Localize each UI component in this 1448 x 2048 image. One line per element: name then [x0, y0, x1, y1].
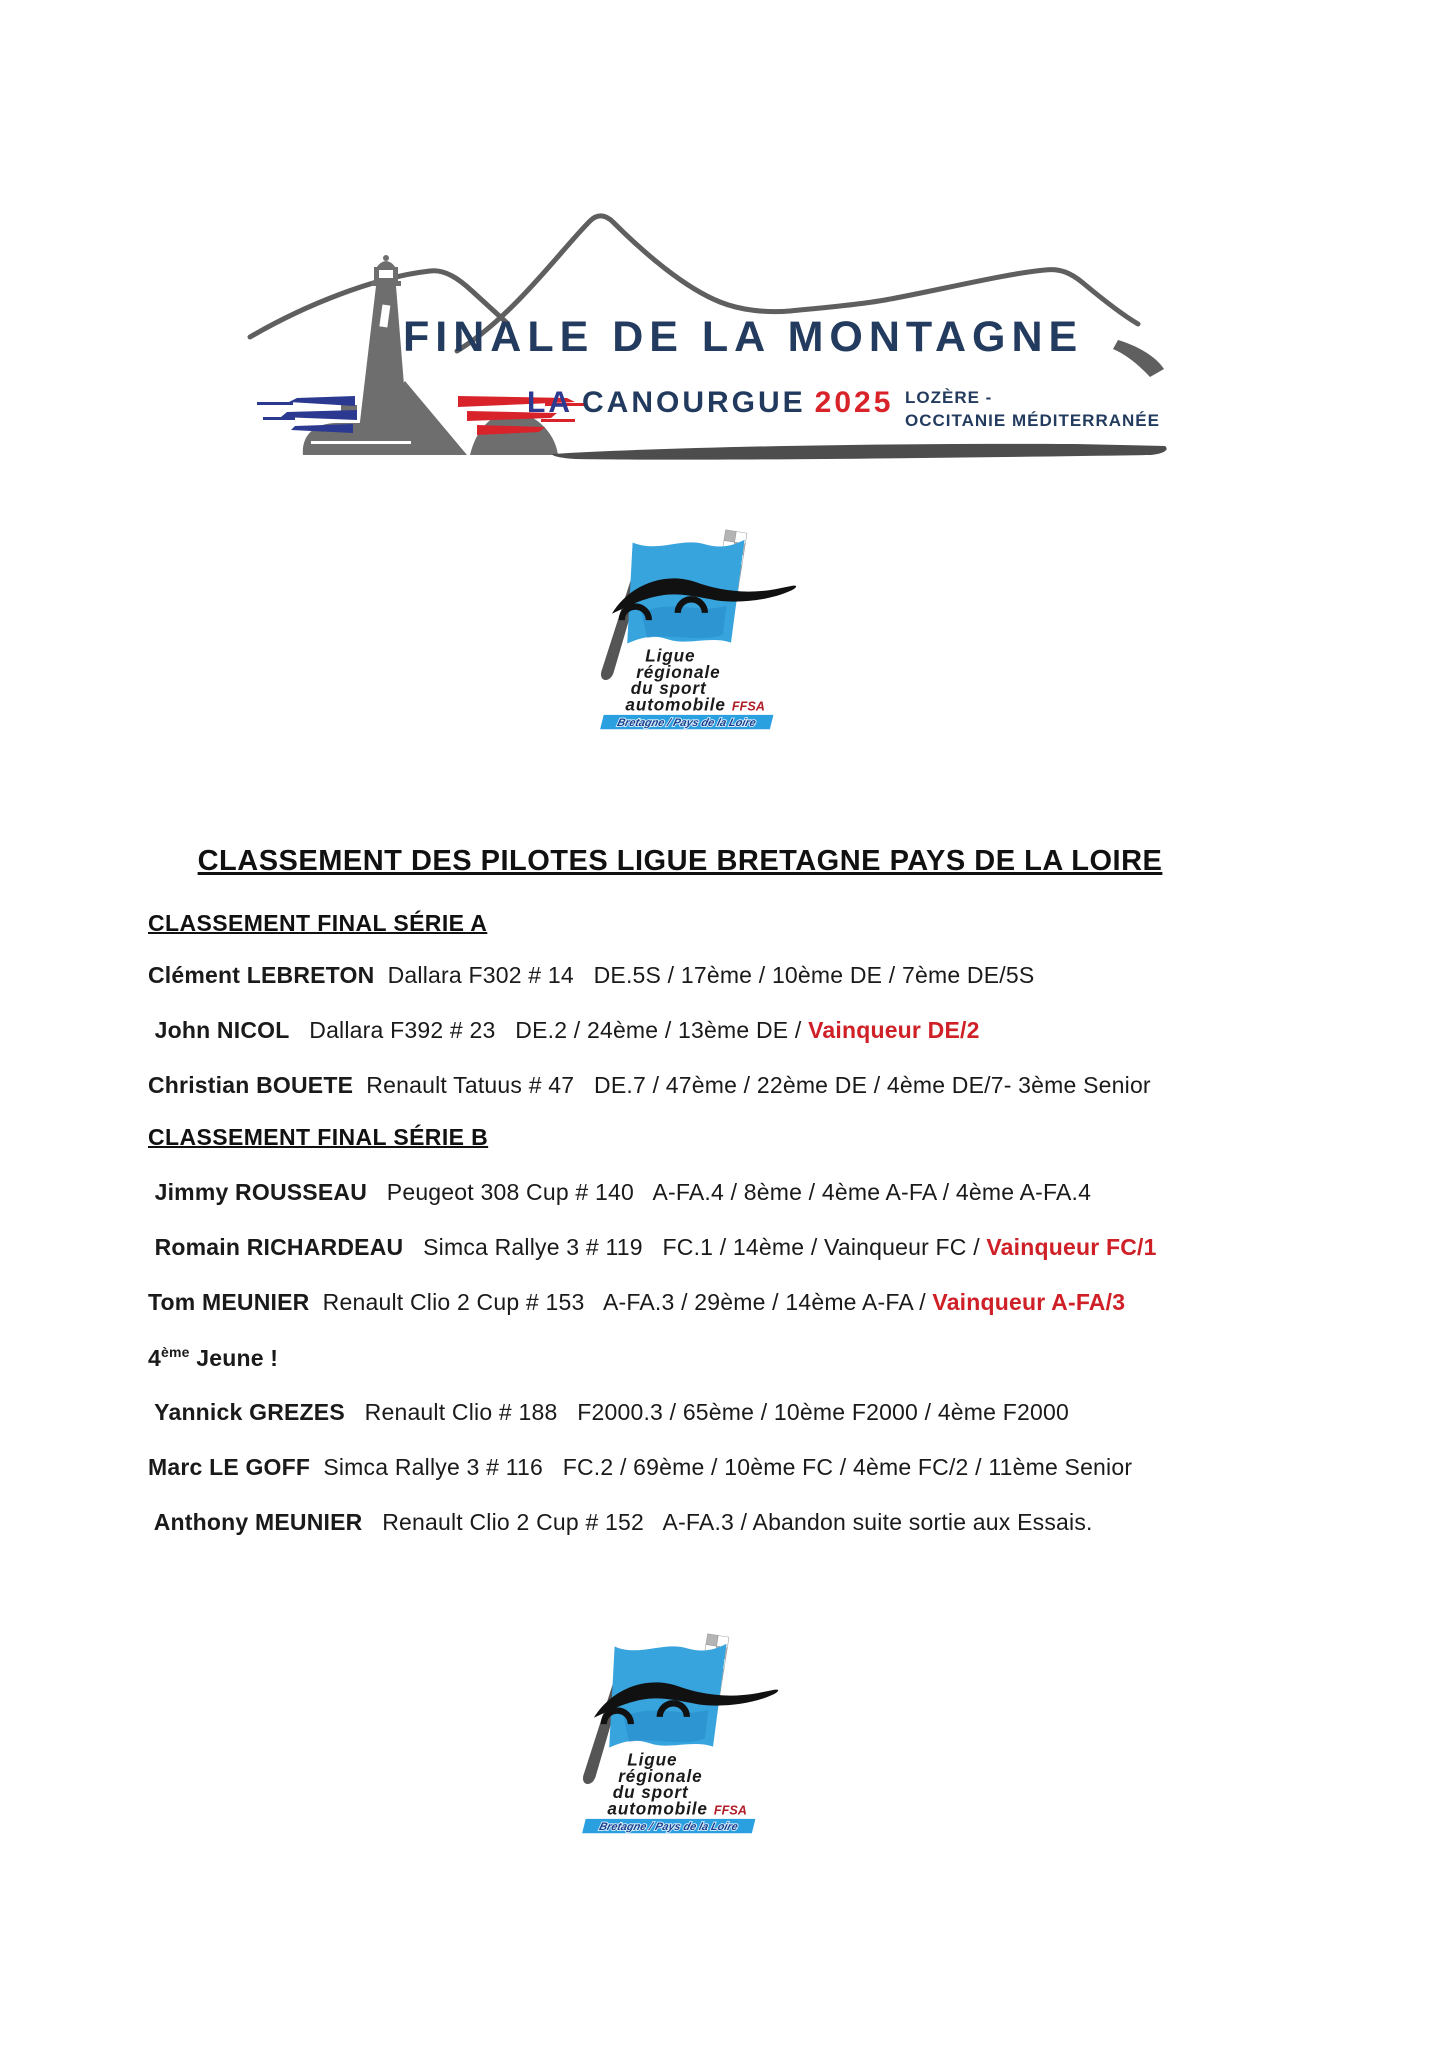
- row-segment: Clément LEBRETON: [148, 962, 375, 988]
- row-segment: Christian BOUETE: [148, 1072, 354, 1098]
- event-city-prefix: LA: [527, 386, 573, 419]
- row-segment: Yannick GREZES: [148, 1399, 345, 1425]
- row-segment: ème: [161, 1344, 190, 1360]
- row-segment: Dallara F302 # 14 DE.5S / 17ème / 10ème DE / 7ème DE/5S: [374, 962, 1035, 988]
- event-region-line2: OCCITANIE MÉDITERRANÉE: [905, 411, 1160, 430]
- result-highlight: Vainqueur DE/2: [808, 1017, 980, 1043]
- driver-row: [148, 1399, 1069, 1426]
- event-region-line1: LOZÈRE -: [905, 388, 993, 407]
- event-title: FINALE DE LA MONTAGNE: [403, 313, 1084, 361]
- row-segment: Renault Clio 2 Cup # 152 A-FA.3 / Abandon suite sortie aux Essais.: [362, 1509, 1093, 1535]
- row-segment: Anthony MEUNIER: [148, 1509, 363, 1535]
- driver-row: [148, 1179, 1091, 1206]
- row-segment: Marc LE GOFF: [148, 1454, 311, 1480]
- driver-row: [148, 962, 1034, 989]
- ligue-logo-top: [588, 528, 800, 732]
- driver-row: [148, 1454, 1132, 1481]
- result-highlight: Vainqueur A-FA/3: [932, 1289, 1126, 1315]
- driver-row: [148, 1344, 278, 1372]
- driver-row: [148, 1289, 1125, 1316]
- event-subtitle: [527, 386, 893, 420]
- section-header: CLASSEMENT FINAL SÉRIE A: [148, 910, 488, 936]
- row-segment: Jeune !: [189, 1345, 279, 1371]
- row-segment: Tom MEUNIER: [148, 1289, 310, 1315]
- section-header: CLASSEMENT FINAL SÉRIE B: [148, 1124, 489, 1150]
- ligue-logo-bottom: [570, 1632, 782, 1836]
- result-highlight: Vainqueur FC/1: [986, 1234, 1157, 1260]
- driver-row: [148, 1509, 1093, 1536]
- row-segment: Peugeot 308 Cup # 140 A-FA.4 / 8ème / 4ème A-FA / 4ème A-FA.4: [367, 1179, 1092, 1205]
- row-segment: Jimmy ROUSSEAU: [148, 1179, 368, 1205]
- row-segment: Romain RICHARDEAU: [148, 1234, 404, 1260]
- row-segment: Renault Clio 2 Cup # 153 A-FA.3 / 29ème / 14ème A-FA /: [309, 1289, 933, 1315]
- event-region: [905, 386, 1160, 432]
- driver-row: [148, 1017, 980, 1044]
- row-segment: Renault Tatuus # 47 DE.7 / 47ème / 22ème DE / 4ème DE/7- 3ème Senior: [353, 1072, 1151, 1098]
- page-title: CLASSEMENT DES PILOTES LIGUE BRETAGNE PAYS DE LA LOIRE: [197, 845, 1163, 877]
- row-segment: Simca Rallye 3 # 119 FC.1 / 14ème / Vainqueur FC /: [403, 1234, 987, 1260]
- row-segment: Dallara F392 # 23 DE.2 / 24ème / 13ème DE /: [289, 1017, 809, 1043]
- row-segment: Simca Rallye 3 # 116 FC.2 / 69ème / 10ème FC / 4ème FC/2 / 11ème Senior: [310, 1454, 1133, 1480]
- row-segment: Renault Clio # 188 F2000.3 / 65ème / 10ème F2000 / 4ème F2000: [344, 1399, 1069, 1425]
- event-logo: [245, 155, 1205, 485]
- driver-row: [148, 1072, 1151, 1099]
- event-city: CANOURGUE: [582, 386, 806, 419]
- event-year: 2025: [814, 386, 894, 419]
- driver-row: [148, 1234, 1157, 1261]
- row-segment: John NICOL: [148, 1017, 290, 1043]
- row-segment: 4: [148, 1345, 161, 1371]
